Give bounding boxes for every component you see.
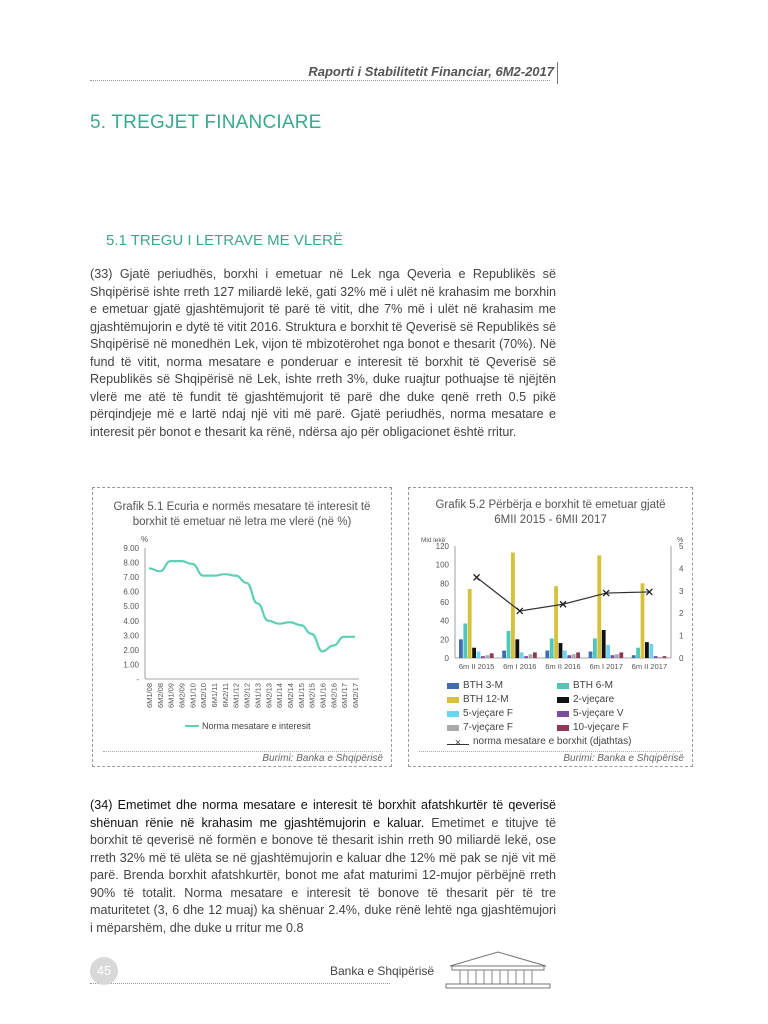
chart-5-2-legend-swatch bbox=[557, 697, 569, 703]
chart-5-1-ytick: 7.00 bbox=[123, 573, 139, 583]
chart-5-1-xtick: 6M2/16 bbox=[329, 683, 339, 709]
chart-5-2-bar bbox=[663, 656, 667, 658]
subsection-title: 5.1 TREGU I LETRAVE ME VLERË bbox=[106, 232, 344, 249]
chart-5-2-ytick-right: 2 bbox=[679, 609, 684, 619]
chart-5-2-bar bbox=[485, 655, 489, 658]
chart-5-2-source: Burimi: Banka e Shqipërisë bbox=[563, 753, 684, 764]
chart-5-2-legend-swatch bbox=[447, 697, 459, 703]
chart-5-2-ytick-left: 0 bbox=[444, 654, 449, 663]
chart-5-2-legend-item bbox=[557, 722, 629, 733]
chart-5-2-bar bbox=[576, 652, 580, 658]
chart-5-2-ytick-right: 4 bbox=[679, 564, 684, 574]
chart-5-2-bar bbox=[554, 586, 558, 658]
chart-5-2-legend-label: 7-vjeçare F bbox=[463, 722, 514, 733]
chart-5-2-bar bbox=[641, 583, 645, 658]
chart-5-1-xtick: 6M2/12 bbox=[242, 683, 252, 709]
chart-5-1-frame bbox=[92, 487, 392, 767]
chart-5-1-xtick: 6M1/13 bbox=[253, 683, 263, 709]
chart-5-1-xtick: 6M1/14 bbox=[275, 683, 285, 709]
chart-5-2-xtick: 6m II 2015 bbox=[458, 662, 495, 671]
chart-5-1-source: Burimi: Banka e Shqipërisë bbox=[262, 753, 383, 764]
chart-5-2-frame bbox=[408, 487, 693, 767]
chart-5-2-legend-item bbox=[447, 722, 513, 733]
chart-5-1-ytick: 9.00 bbox=[123, 544, 139, 553]
header-dotted-rule bbox=[90, 80, 550, 81]
chart-5-2-ytick-right: 0 bbox=[679, 654, 684, 663]
chart-5-2-bar bbox=[550, 638, 554, 658]
chart-5-2-legend-item bbox=[447, 694, 509, 705]
chart-5-2-plot bbox=[409, 530, 692, 680]
chart-5-2-ytick-right: 5 bbox=[679, 542, 684, 551]
chart-5-2-source-rule bbox=[419, 751, 682, 752]
chart-5-1-xtick: 6M1/12 bbox=[231, 683, 241, 709]
chart-5-2-bar bbox=[481, 656, 485, 658]
chart-5-2-legend-item bbox=[557, 694, 614, 705]
chart-5-2-legend-item bbox=[447, 708, 513, 719]
chart-5-1-xtick: 6M2/09 bbox=[177, 683, 187, 709]
chart-5-1-ytick: 6.00 bbox=[123, 587, 139, 597]
chart-5-1-ytick: 5.00 bbox=[123, 602, 139, 612]
report-header-title: Raporti i Stabilitetit Financiar, 6M2-2017 bbox=[308, 64, 554, 79]
chart-5-2-legend-label: norma mesatare e borxhit (djathtas) bbox=[473, 736, 632, 747]
chart-5-2-bar bbox=[502, 651, 506, 658]
chart-5-2-legend-label: 5-vjeçare F bbox=[463, 708, 514, 719]
chart-5-2-xtick: 6m I 2016 bbox=[503, 662, 537, 671]
chart-5-1-ytick: 4.00 bbox=[123, 616, 139, 626]
chart-5-1-ytick: 1.00 bbox=[123, 660, 139, 670]
chart-5-2-right-unit: % bbox=[677, 537, 684, 544]
chart-5-2-ytick-left: 60 bbox=[440, 598, 449, 607]
chart-5-2-ytick-left: 100 bbox=[435, 560, 449, 570]
chart-5-1-source-rule bbox=[103, 751, 381, 752]
chart-5-2-legend-swatch bbox=[447, 725, 459, 731]
chart-5-2-legend-label: BTH 3-M bbox=[463, 680, 503, 691]
chart-5-2-legend-marker: × bbox=[447, 739, 469, 745]
section-title: 5. TREGJET FINANCIARE bbox=[90, 112, 322, 133]
chart-5-1-plot bbox=[93, 528, 391, 753]
chart-5-2-ytick-left: 120 bbox=[435, 542, 449, 551]
chart-5-1-xtick: 6M1/15 bbox=[296, 683, 306, 709]
chart-5-2-xtick: 6m II 2016 bbox=[545, 662, 581, 671]
chart-5-2-bar bbox=[477, 651, 481, 658]
chart-5-2-bar bbox=[507, 631, 511, 658]
chart-5-2-bar bbox=[636, 648, 640, 658]
chart-5-2-left-unit: Mld lekë bbox=[421, 537, 446, 544]
paragraph-33: (33) Gjatë periudhës, borxhi i emetuar në Lek nga Qeveria e Republikës së Shqipërisë ishte rreth 127 miliardë lekë, gati 32% më i ulët në krahasim me borxhin e emetuar gjatë gjashtëmujorit të parë të vitit, dhe 7% më i ulët në krahasim me gjashtëmujorin e dytë të vitit 2016. Struktura e borxhit të Qeverisë së Republikës së Shqipërisë në monedhën Lek, vijon të mbizotërohet nga bonot e thesarit (70%). Në fund të vitit, norma mesatare e ponderuar e interesit të borxhit të Qeverisë së Republikës së Shqipërisë në Lek, ishte rreth 3%, duke ruajtur pothuajse të njëjtën vlerë me atë të fundit të gjashtëmujorit të parë dhe duke qenë rreth 0.5 pikë përqindjeje më e lartë ndaj një viti më parë. Gjatë periudhës, norma mesatare e interesit për bonot e thesarit ka rënë, ndërsa ajo për obligacionet është rritur. bbox=[90, 267, 556, 439]
chart-5-2-bar bbox=[567, 655, 571, 658]
chart-5-1-ytick: 8.00 bbox=[123, 558, 139, 568]
chart-5-2-legend-label: 10-vjeçare F bbox=[573, 722, 629, 733]
chart-5-2-bar bbox=[563, 651, 567, 658]
chart-5-2-legend-label: BTH 6-M bbox=[573, 680, 613, 691]
chart-5-2-bar bbox=[559, 643, 563, 658]
chart-5-2-ytick-left: 20 bbox=[440, 635, 449, 645]
chart-5-2-legend-swatch bbox=[557, 683, 569, 689]
chart-5-2-legend-label: 5-vjeçare V bbox=[573, 708, 624, 719]
paragraph-34-lead: (34) Emetimet dhe norma mesatare e interesit të borxhit afatshkurtër të qeverisë shënuan rënie në krahasim me gjashtëmujorin e kaluar. bbox=[90, 798, 556, 830]
chart-5-2-bar bbox=[468, 589, 472, 658]
chart-5-2-bar bbox=[463, 623, 467, 658]
chart-5-2-bar bbox=[529, 654, 533, 658]
chart-5-2-legend-swatch bbox=[557, 725, 569, 731]
chart-5-2-ytick-right: 3 bbox=[679, 586, 684, 596]
chart-5-1-xtick: 6M2/13 bbox=[264, 683, 274, 709]
chart-5-1-xtick: 6M2/15 bbox=[307, 683, 317, 709]
chart-5-2-rate-marker bbox=[474, 574, 480, 580]
chart-5-2-legend-swatch bbox=[447, 711, 459, 717]
chart-5-1-ytick: 2.00 bbox=[123, 645, 139, 655]
chart-5-2-bar bbox=[472, 648, 476, 658]
chart-5-2-rate-line bbox=[477, 577, 650, 611]
chart-5-2-bar bbox=[654, 656, 658, 658]
footer-dotted-rule bbox=[90, 983, 390, 984]
chart-5-2-ytick-left: 40 bbox=[440, 616, 449, 626]
chart-5-2-legend-item bbox=[557, 708, 624, 719]
paragraph-34 bbox=[90, 797, 556, 937]
chart-5-1-xtick: 6M2/17 bbox=[351, 683, 360, 709]
chart-5-1-unit: % bbox=[141, 535, 149, 544]
chart-5-1-xtick: 6M1/08 bbox=[145, 683, 154, 709]
chart-5-1-xtick: 6M1/16 bbox=[318, 683, 328, 709]
chart-5-2-bar bbox=[658, 657, 662, 658]
footer-bank-name: Banka e Shqipërisë bbox=[330, 964, 435, 978]
header-divider bbox=[557, 62, 558, 84]
chart-5-2-bar bbox=[572, 654, 576, 658]
chart-5-2-legend-item-rate bbox=[447, 736, 631, 747]
chart-5-1-xtick: 6M1/09 bbox=[166, 683, 176, 709]
chart-5-2-bar bbox=[606, 645, 610, 658]
chart-5-2-bar bbox=[597, 555, 601, 658]
chart-5-2-bar bbox=[490, 653, 494, 658]
chart-5-2-legend-item bbox=[557, 680, 613, 691]
chart-5-1-series-line bbox=[149, 561, 355, 651]
chart-5-2-bar bbox=[611, 655, 615, 658]
chart-5-1-xtick: 6M1/17 bbox=[340, 683, 350, 709]
chart-5-1-xtick: 6M2/08 bbox=[155, 683, 165, 709]
chart-5-1-xtick: 6M2/11 bbox=[220, 683, 230, 708]
chart-5-1-xtick: 6M2/10 bbox=[199, 683, 209, 709]
chart-5-2-bar bbox=[545, 651, 549, 658]
chart-5-2-bar bbox=[589, 651, 593, 658]
chart-5-2-xtick: 6m II 2017 bbox=[631, 662, 668, 671]
chart-5-2-bar bbox=[649, 644, 653, 658]
chart-5-2-bar bbox=[515, 639, 519, 658]
paragraph-34-body: Emetimet e titujve të borxhit të qeverisë në formën e bonove të thesarit ishin rreth 90 miliardë lekë, ose rreth 32% më të ulëta se në gjashtëmujorin e kaluar dhe 12% më pak se një vit më parë. Brenda borxhit afatshkurtër, bonot me afat maturimi 12-mujor përbëjnë rreth 90% të totalit. Norma mesatare e interesit të bonove të thesarit për të tre maturitetet (3, 6 dhe 12 muaj) ka shënuar 2.4%, duke rënë lehtë nga gjashtëmujori i mëparshëm, dhe duke u rritur me 0.8 bbox=[90, 815, 556, 935]
chart-5-1-legend-label: Norma mesatare e interesit bbox=[202, 721, 311, 731]
chart-5-2-legend-item bbox=[447, 680, 503, 691]
chart-5-2-legend-label: BTH 12-M bbox=[463, 694, 509, 705]
chart-5-2-xtick: 6m I 2017 bbox=[589, 662, 623, 671]
chart-5-1-title: Grafik 5.1 Ecuria e normës mesatare të interesit të borxhit të emetuar në letra me vlerë (në %) bbox=[113, 501, 371, 528]
chart-5-2-bar bbox=[615, 654, 619, 658]
chart-5-2-ytick-left: 80 bbox=[440, 579, 449, 589]
chart-5-2-bar bbox=[524, 656, 528, 658]
bank-building-logo bbox=[442, 950, 554, 992]
chart-5-2-ytick-right: 1 bbox=[679, 631, 684, 641]
chart-5-1-xtick: 6M1/10 bbox=[188, 683, 198, 709]
chart-5-1-xtick: 6M1/11 bbox=[210, 683, 220, 708]
chart-5-2-bar bbox=[602, 630, 606, 658]
chart-5-2-legend-label: 2-vjeçare bbox=[573, 694, 615, 705]
chart-5-1-xtick: 6M2/14 bbox=[285, 683, 295, 709]
chart-5-2-bar bbox=[459, 639, 463, 658]
chart-5-1-ytick: - bbox=[136, 675, 139, 684]
chart-5-2-bar bbox=[520, 652, 524, 658]
chart-5-2-bar bbox=[645, 642, 649, 658]
chart-5-1-ytick: 3.00 bbox=[123, 631, 139, 641]
page-number: 45 bbox=[90, 957, 118, 985]
chart-5-2-bar bbox=[533, 652, 537, 658]
chart-5-2-title: Grafik 5.2 Përbërja e borxhit të emetuar gjatë 6MII 2015 - 6MII 2017 bbox=[435, 499, 666, 526]
chart-5-2-bar bbox=[619, 652, 623, 658]
chart-5-2-bar bbox=[593, 638, 597, 658]
chart-5-2-bar bbox=[632, 655, 636, 658]
chart-5-2-legend-swatch bbox=[447, 683, 459, 689]
chart-5-2-legend-swatch bbox=[557, 711, 569, 717]
